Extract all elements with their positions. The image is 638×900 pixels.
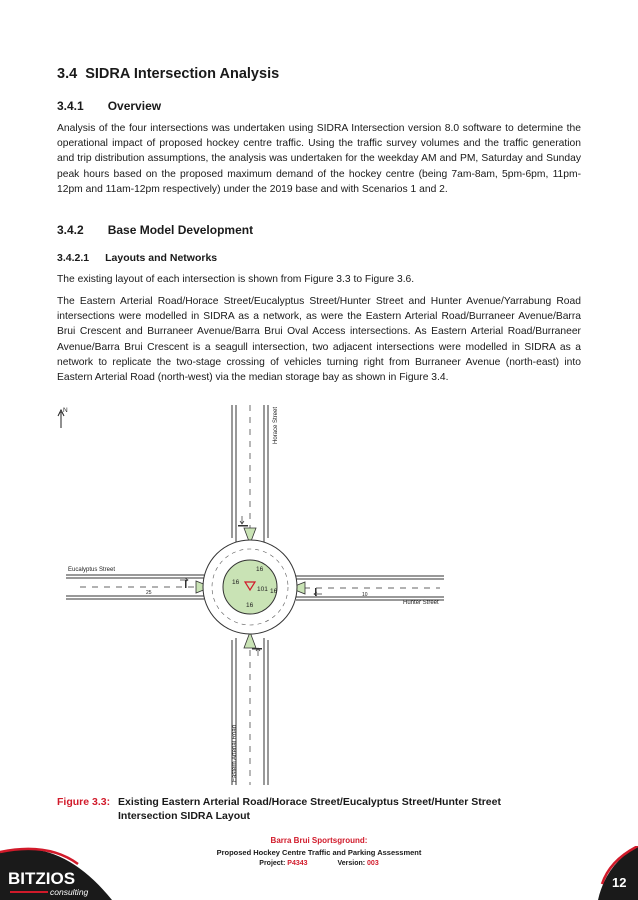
west-approach [66,575,208,599]
layouts-paragraph-2: The Eastern Arterial Road/Horace Street/Eucalyptus Street/Hunter Street and Hunter Avenue/Yarrabung Road intersections were modelled in SIDRA as a network, as were the Eastern Arterial Road/Burraneer Avenue/Barra Brui Crescent and Burraneer Avenue/Barra Brui Oval Access intersections. As Eastern Arterial Road/Burraneer Avenue/Barra Brui Crescent is a seagull intersection, two adjacent intersections were modelled in SIDRA as a network to replicate the two-stage crossing of vehicles turning right from Burraneer Avenue (north-east) into Eastern Arterial Road (north-west) via the median storage bay as shown in Figure 3.4. [57,296,581,384]
island-label-north: 16 [256,566,264,573]
overview-paragraph: Analysis of the four intersections was undertaken using SIDRA Intersection version 8.0 software to determine the operational impact of proposed hockey centre traffic. Using the traffic survey volumes and the traffic generation and trip distribution assumptions, the analysis was undertaken for the weekday AM and PM, Saturday and Sunday peak hours based on the proposed maximum demand of the hockey centre (being 7am-8am, 5pm-6pm, 11pm-12pm and 11am-12pm respectively) under the 2019 base and with Scenarios 1 and 2. [57,123,581,195]
island-label-south: 16 [246,602,254,609]
figure-caption [57,795,501,822]
layouts-heading: 3.4.2.1 Layouts and Networks [57,252,218,264]
section-heading: 3.4 SIDRA Intersection Analysis [57,66,280,82]
road-name-west: Eucalyptus Street [68,567,116,573]
bitzios-logo [0,838,112,900]
east-approach [292,576,444,600]
footer-title: Barra Brui Sportsground: [270,836,368,845]
version-label: Version: [337,860,366,867]
island-label-west: 16 [232,579,240,586]
base-model-heading: 3.4.2 Base Model Development [57,223,254,237]
footer-subtitle: Proposed Hockey Centre Traffic and Parking Assessment [216,848,422,857]
figure-caption-line-1: Existing Eastern Arterial Road/Horace Street/Eucalyptus Street/Hunter Street [118,796,501,808]
overview-heading: 3.4.1 Overview [57,99,162,113]
page-number: 12 [612,875,627,890]
east-leg-label: 10 [362,592,368,598]
project-label: Project: [259,860,286,867]
road-name-east: Hunter Street [403,600,439,606]
page-number-tab [598,846,638,900]
logo-text: BITZIOS [8,869,76,888]
road-name-north: Horace Street [273,406,279,444]
figure-label: Figure 3.3: [57,796,111,808]
north-approach [232,405,268,542]
island-label-east: 16 [270,588,278,595]
project-value: P4343 [287,860,308,867]
west-leg-label: 25 [146,590,152,596]
layouts-paragraph-1: The existing layout of each intersection is shown from Figure 3.3 to Figure 3.6. [57,274,415,285]
node-id: 101 [257,586,268,593]
north-label: N [63,407,68,414]
logo-subtext: consulting [50,887,89,897]
road-name-south: Eastern Arterial Road [232,724,238,782]
figure-caption-line-2: Intersection SIDRA Layout [118,810,251,822]
version-value: 003 [367,860,379,867]
